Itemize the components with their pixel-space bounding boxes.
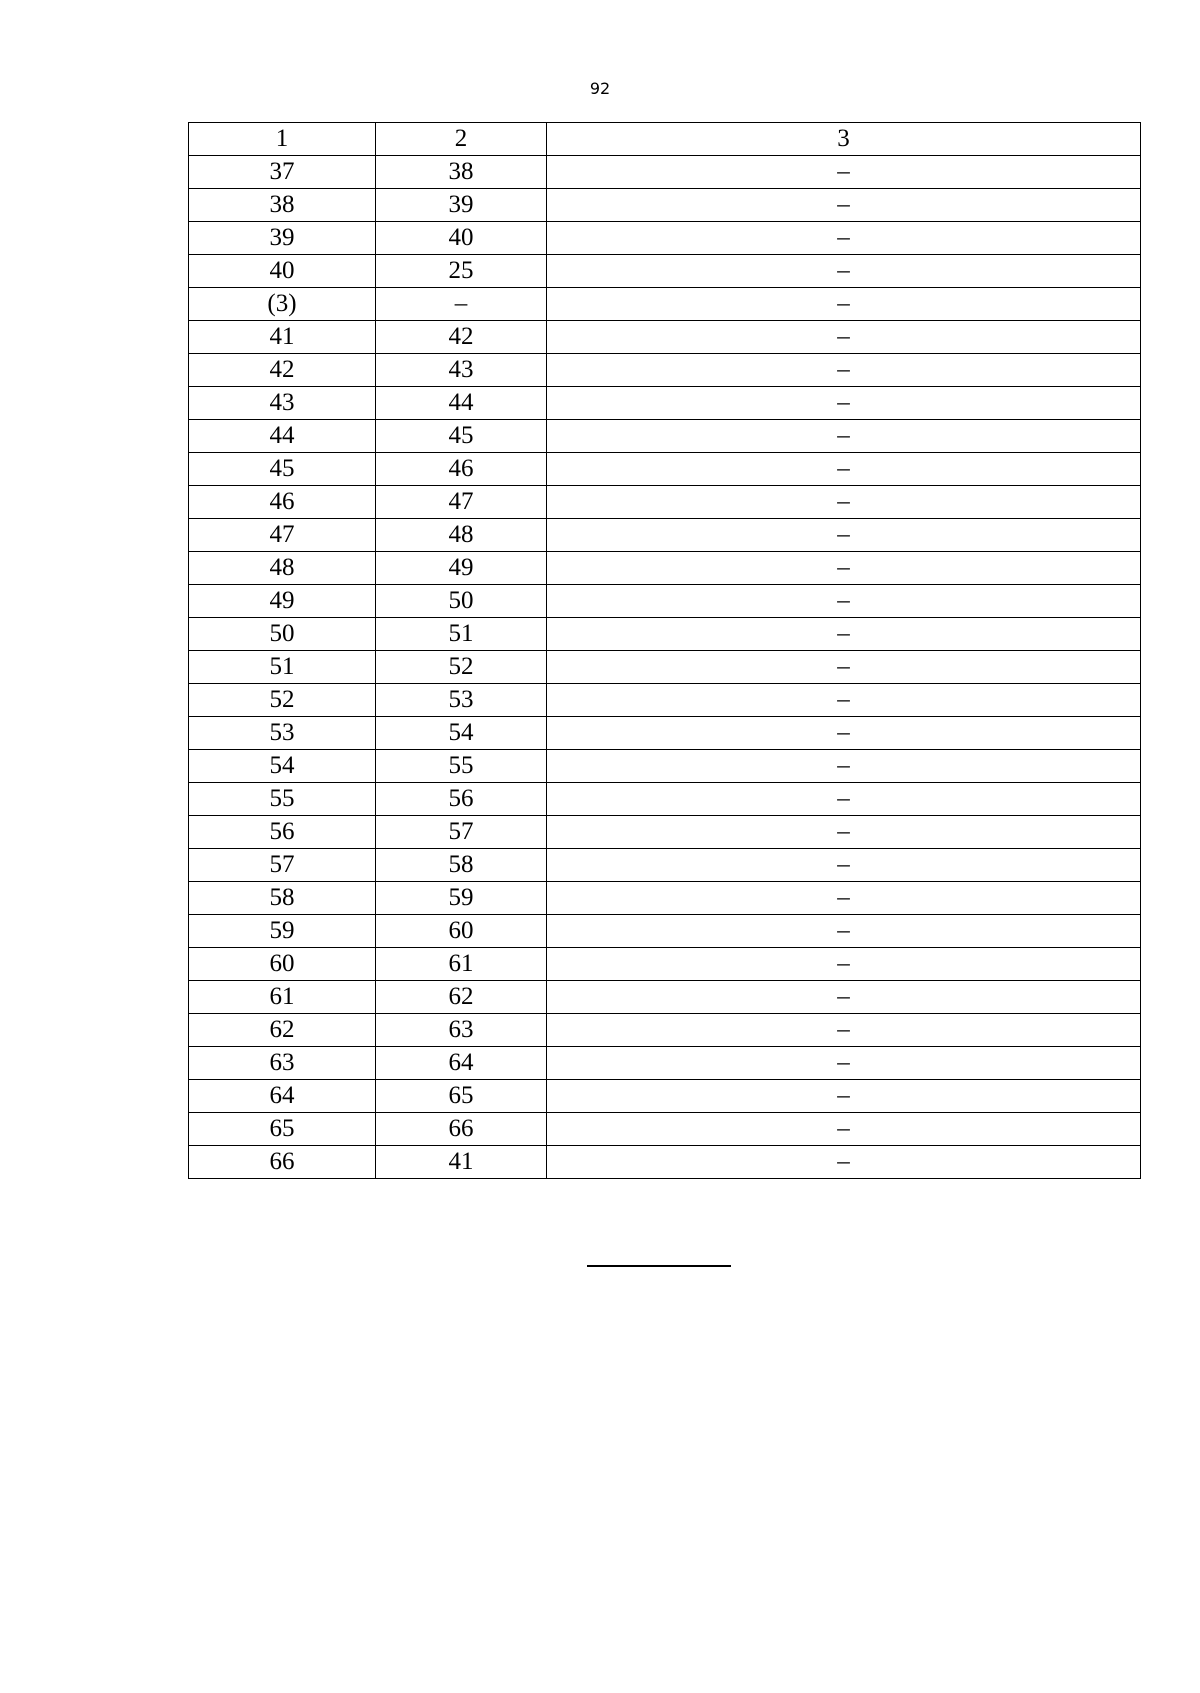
- table-cell: –: [547, 321, 1141, 354]
- table-cell: –: [547, 783, 1141, 816]
- table-cell: 39: [189, 222, 376, 255]
- table-cell: 61: [189, 981, 376, 1014]
- table-cell: 64: [376, 1047, 547, 1080]
- table-cell: 59: [189, 915, 376, 948]
- table-row: [189, 1113, 1141, 1146]
- table-cell: 57: [189, 849, 376, 882]
- table-cell: 38: [189, 189, 376, 222]
- table-cell: 55: [376, 750, 547, 783]
- table-cell: –: [547, 816, 1141, 849]
- table-cell: 63: [376, 1014, 547, 1047]
- table-cell: 43: [376, 354, 547, 387]
- table-cell: –: [547, 552, 1141, 585]
- table-row: [189, 684, 1141, 717]
- table-cell: 55: [189, 783, 376, 816]
- table-cell: 44: [189, 420, 376, 453]
- table-row: [189, 1047, 1141, 1080]
- table-row: [189, 420, 1141, 453]
- table-cell: –: [547, 1146, 1141, 1179]
- table-cell: –: [547, 651, 1141, 684]
- table-cell: 50: [376, 585, 547, 618]
- table-row: [189, 948, 1141, 981]
- table-cell: 25: [376, 255, 547, 288]
- table-cell: 40: [376, 222, 547, 255]
- table-row: [189, 387, 1141, 420]
- table-cell: 58: [189, 882, 376, 915]
- table-row: [189, 255, 1141, 288]
- table-row: [189, 783, 1141, 816]
- table-cell: –: [547, 1014, 1141, 1047]
- table-cell: 51: [376, 618, 547, 651]
- table-cell: –: [547, 1047, 1141, 1080]
- table-body: [189, 123, 1141, 1179]
- table-cell: 42: [376, 321, 547, 354]
- table-cell: –: [547, 750, 1141, 783]
- table-cell: 43: [189, 387, 376, 420]
- table-row: [189, 915, 1141, 948]
- table-cell: 59: [376, 882, 547, 915]
- table-cell: 65: [376, 1080, 547, 1113]
- table-cell: –: [547, 849, 1141, 882]
- table-row: [189, 750, 1141, 783]
- table-cell: (3): [189, 288, 376, 321]
- table-cell: –: [547, 618, 1141, 651]
- table-cell: 65: [189, 1113, 376, 1146]
- table-cell: 50: [189, 618, 376, 651]
- table-cell: 45: [189, 453, 376, 486]
- column-header: 2: [376, 123, 547, 156]
- table-cell: 52: [189, 684, 376, 717]
- table-cell: 49: [376, 552, 547, 585]
- table-cell: 49: [189, 585, 376, 618]
- table-cell: –: [547, 519, 1141, 552]
- table-row: [189, 651, 1141, 684]
- table-cell: 41: [376, 1146, 547, 1179]
- table-cell: 62: [376, 981, 547, 1014]
- table-cell: 52: [376, 651, 547, 684]
- table-cell: 63: [189, 1047, 376, 1080]
- table-cell: 48: [376, 519, 547, 552]
- table-cell: 47: [376, 486, 547, 519]
- table-cell: –: [547, 1113, 1141, 1146]
- table-cell: 61: [376, 948, 547, 981]
- table-cell: 40: [189, 255, 376, 288]
- table-cell: 58: [376, 849, 547, 882]
- table-cell: 48: [189, 552, 376, 585]
- table-row: [189, 1014, 1141, 1047]
- table-row: [189, 849, 1141, 882]
- table-cell: 60: [376, 915, 547, 948]
- table-cell: –: [547, 189, 1141, 222]
- table-row: [189, 519, 1141, 552]
- table-row: [189, 1080, 1141, 1113]
- table-cell: 57: [376, 816, 547, 849]
- table-row: [189, 1146, 1141, 1179]
- table-cell: 46: [376, 453, 547, 486]
- data-table: [188, 122, 1141, 1179]
- table-row: [189, 156, 1141, 189]
- table-cell: 51: [189, 651, 376, 684]
- table-row: [189, 453, 1141, 486]
- table-row: [189, 981, 1141, 1014]
- table-row: [189, 816, 1141, 849]
- table-row: [189, 486, 1141, 519]
- table-cell: –: [547, 255, 1141, 288]
- table-cell: 54: [189, 750, 376, 783]
- table-cell: –: [547, 585, 1141, 618]
- table-row: [189, 585, 1141, 618]
- table-cell: 66: [376, 1113, 547, 1146]
- table-cell: –: [547, 981, 1141, 1014]
- table-row: [189, 354, 1141, 387]
- end-rule: [587, 1265, 731, 1267]
- table-header-row: [189, 123, 1141, 156]
- table-cell: 38: [376, 156, 547, 189]
- table-cell: –: [547, 915, 1141, 948]
- table-cell: 45: [376, 420, 547, 453]
- table-cell: 53: [189, 717, 376, 750]
- table-row: [189, 222, 1141, 255]
- column-header: 1: [189, 123, 376, 156]
- table-cell: 44: [376, 387, 547, 420]
- table-cell: –: [547, 486, 1141, 519]
- table-cell: 56: [189, 816, 376, 849]
- table-cell: –: [547, 684, 1141, 717]
- table-cell: –: [547, 420, 1141, 453]
- table-cell: 54: [376, 717, 547, 750]
- table-cell: 46: [189, 486, 376, 519]
- table-cell: 60: [189, 948, 376, 981]
- table-row: [189, 618, 1141, 651]
- table-cell: 39: [376, 189, 547, 222]
- table-row: [189, 189, 1141, 222]
- table-cell: 64: [189, 1080, 376, 1113]
- table-cell: –: [376, 288, 547, 321]
- page-number: 92: [589, 79, 611, 98]
- table-cell: 47: [189, 519, 376, 552]
- table-cell: 37: [189, 156, 376, 189]
- table-row: [189, 288, 1141, 321]
- table-cell: –: [547, 453, 1141, 486]
- table-cell: –: [547, 387, 1141, 420]
- table-cell: –: [547, 1080, 1141, 1113]
- table-cell: –: [547, 222, 1141, 255]
- table-cell: –: [547, 354, 1141, 387]
- table-cell: –: [547, 156, 1141, 189]
- table-cell: 41: [189, 321, 376, 354]
- table-cell: –: [547, 948, 1141, 981]
- table-cell: 56: [376, 783, 547, 816]
- table-row: [189, 552, 1141, 585]
- table-cell: 42: [189, 354, 376, 387]
- table-cell: –: [547, 288, 1141, 321]
- table-cell: –: [547, 717, 1141, 750]
- table-cell: –: [547, 882, 1141, 915]
- table-row: [189, 882, 1141, 915]
- column-header: 3: [547, 123, 1141, 156]
- table-cell: 66: [189, 1146, 376, 1179]
- table-row: [189, 321, 1141, 354]
- table-row: [189, 717, 1141, 750]
- table-cell: 62: [189, 1014, 376, 1047]
- table-cell: 53: [376, 684, 547, 717]
